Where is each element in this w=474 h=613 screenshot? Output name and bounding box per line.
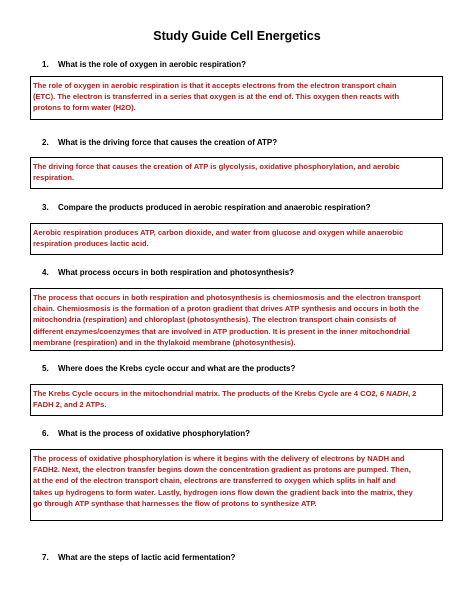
question-text: What is the process of oxidative phosphorylation? — [58, 429, 251, 438]
question-4 — [42, 268, 294, 277]
question-3 — [42, 203, 371, 212]
answer-line: (ETC). The electron is transferred in a series that oxygen is at the end of. This oxygen then reacts with — [33, 92, 400, 102]
answer-italic-text: 6 NADH — [379, 389, 408, 398]
answer-box-4 — [30, 288, 443, 351]
question-text: What is the role of oxygen in aerobic respiration? — [58, 60, 247, 69]
answer-line: FADH2. Next, the electron transfer begins down the concentration gradient as protons are pumped. Then, — [33, 465, 411, 475]
answer-box-2 — [30, 157, 443, 189]
page-title: Study Guide Cell Energetics — [153, 29, 321, 43]
answer-line: respiration. — [33, 173, 75, 183]
answer-line: mitochondria (respiration) and chloroplast (photosynthesis). The electron transport chain consists of — [33, 315, 397, 325]
answer-line: FADH 2, and 2 ATPs. — [33, 400, 107, 410]
question-text: Compare the products produced in aerobic respiration and anaerobic respiration? — [58, 203, 371, 212]
answer-line: go through ATP synthase that harnesses the flow of protons to synthesize ATP. — [33, 498, 317, 508]
question-text: Where does the Krebs cycle occur and what are the products? — [58, 364, 296, 373]
question-number: 3. — [42, 203, 49, 212]
answer-line: Aerobic respiration produces ATP, carbon dioxide, and water from glucose and oxygen while anaerobic — [33, 228, 404, 237]
question-number: 7. — [42, 553, 49, 562]
question-text: What process occurs in both respiration and photosynthesis? — [58, 268, 295, 277]
answer-box-6 — [30, 449, 443, 521]
answer-box-3 — [30, 223, 443, 255]
question-number: 1. — [42, 60, 49, 69]
question-number: 2. — [42, 138, 49, 147]
answer-text: , 2 — [407, 389, 417, 398]
question-6 — [42, 429, 250, 438]
answer-line: The process that occurs in both respiration and photosynthesis is chemiosmosis and the electron transport — [33, 293, 421, 302]
answer-line: protons to form water (H2O). — [33, 103, 136, 113]
answer-line: chain. Chemiosmosis is the formation of a proton gradient that drives ATP synthesis and occurs in both the — [33, 304, 420, 314]
answer-line: different enzymes/coenzymes that are involved in ATP production. It is present in the inner mitochondrial — [33, 326, 410, 336]
question-text: What is the driving force that causes the creation of ATP? — [58, 138, 278, 147]
answer-line: at the end of the electron transport chain, electrons are transferred to oxygen which splits in half and — [33, 476, 396, 486]
answer-line: The role of oxygen in aerobic respiration is that it accepts electrons from the electron transport chain — [33, 81, 397, 90]
question-2 — [42, 138, 277, 147]
answer-box-1 — [30, 76, 443, 120]
question-number: 5. — [42, 364, 49, 373]
answer-line: membrane (respiration) and in the thylakoid membrane (photosynthesis). — [33, 337, 296, 347]
answer-line: The driving force that causes the creation of ATP is glycolysis, oxidative phosphorylation, and aerobic — [33, 162, 400, 171]
question-7 — [42, 553, 235, 562]
answer-line — [33, 388, 440, 399]
answer-text: The Krebs Cycle occurs in the mitochondrial matrix. The products of the Krebs Cycle are 4 CO2, — [33, 389, 380, 398]
answer-line: respiration produces lactic acid. — [33, 239, 149, 249]
question-1 — [42, 60, 246, 69]
answer-line: takes up hydrogens to form water. Lastly, hydrogen ions flow down the gradient back into the matrix, they — [33, 487, 413, 497]
question-number: 6. — [42, 429, 49, 438]
answer-box-5 — [30, 384, 443, 416]
question-5 — [42, 364, 295, 373]
question-number: 4. — [42, 268, 49, 277]
question-text: What are the steps of lactic acid fermentation? — [58, 553, 236, 562]
answer-line: The process of oxidative phosphorylation is where it begins with the delivery of electrons by NADH and — [33, 454, 405, 463]
